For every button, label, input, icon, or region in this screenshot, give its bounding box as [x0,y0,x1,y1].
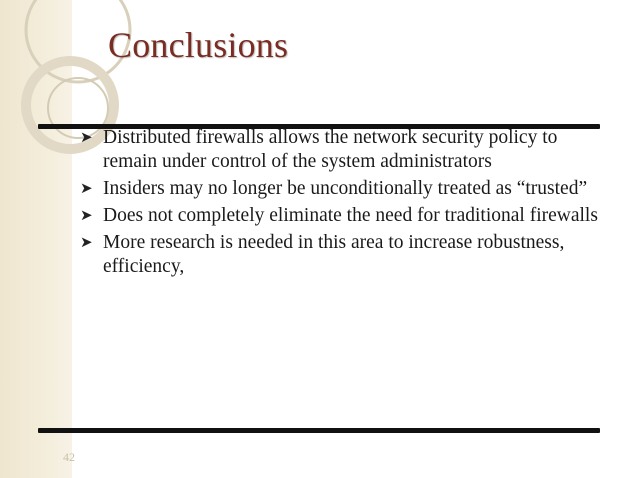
arrow-bullet-icon: ➤ [80,235,93,251]
bullet-list [78,126,598,282]
bullet-text: Does not completely eliminate the need for traditional firewalls [103,205,598,226]
bottom-divider [38,428,600,433]
bullet-text: More research is needed in this area to increase robustness, efficiency, [103,232,565,277]
bullet-item [78,177,598,201]
slide-number: 42 [63,450,75,464]
bullet-text: Distributed firewalls allows the network security policy to remain under control of the system administrators [103,127,558,172]
bullet-item [78,126,598,174]
arrow-bullet-icon: ➤ [80,181,93,197]
bullet-text: Insiders may no longer be unconditionally treated as “trusted” [103,178,588,199]
bullet-item [78,204,598,228]
bullet-item [78,231,598,279]
slide-title: Conclusions [108,25,289,65]
arrow-bullet-icon: ➤ [80,208,93,224]
arrow-bullet-icon: ➤ [80,130,93,146]
